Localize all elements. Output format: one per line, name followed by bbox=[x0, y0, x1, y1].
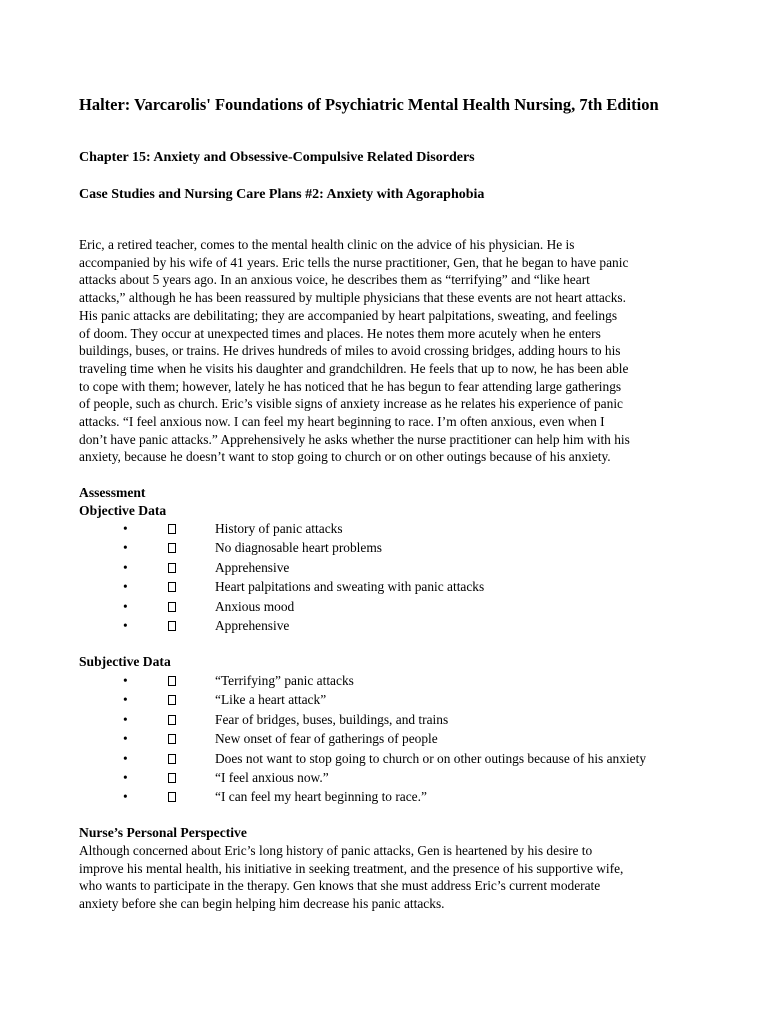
bullet-icon: • bbox=[123, 579, 128, 595]
paragraph-line: who wants to participate in the therapy. Gen knows that she must address Eric’s current moderate bbox=[79, 878, 601, 894]
list-item-text: Apprehensive bbox=[215, 617, 290, 633]
bullet-icon: • bbox=[123, 731, 128, 747]
box-glyph-icon bbox=[168, 582, 176, 592]
bullet-icon: • bbox=[123, 750, 128, 766]
bullet-icon: • bbox=[123, 711, 128, 727]
box-glyph-icon bbox=[168, 715, 176, 725]
paragraph-line: His panic attacks are debilitating; they are accompanied by heart palpitations, sweating, and feelings bbox=[79, 307, 618, 323]
box-glyph-icon bbox=[168, 773, 176, 783]
list-item-text: “I feel anxious now.” bbox=[215, 769, 329, 785]
nurse-perspective-heading: Nurse’s Personal Perspective bbox=[79, 825, 247, 840]
bullet-icon: • bbox=[123, 521, 128, 536]
box-glyph-icon bbox=[168, 676, 176, 686]
list-item-text: Apprehensive bbox=[215, 559, 290, 575]
box-glyph-icon bbox=[168, 754, 176, 764]
paragraph-line: of people, such as church. Eric’s visible signs of anxiety increase as he relates his experience of panic bbox=[79, 396, 623, 412]
paragraph-line: attacks. “I feel anxious now. I can feel my heart beginning to race. I’m often anxious, even when I bbox=[79, 414, 605, 430]
subjective-data-heading: Subjective Data bbox=[79, 654, 171, 669]
bullet-icon: • bbox=[123, 692, 128, 708]
paragraph-line: Eric, a retired teacher, comes to the mental health clinic on the advice of his physician. He is bbox=[79, 237, 575, 252]
list-item-text: No diagnosable heart problems bbox=[215, 540, 382, 556]
bullet-icon: • bbox=[123, 769, 128, 785]
list-item-text: Fear of bridges, buses, buildings, and trains bbox=[215, 711, 449, 727]
box-glyph-icon bbox=[168, 602, 176, 612]
bullet-icon: • bbox=[123, 617, 128, 633]
paragraph-line: improve his mental health, his initiative in seeking treatment, and the presence of his supportive wife, bbox=[79, 860, 624, 876]
box-glyph-icon bbox=[168, 695, 176, 705]
objective-data-heading: Objective Data bbox=[79, 503, 167, 518]
list-item-text: Does not want to stop going to church or on other outings because of his anxiety bbox=[215, 750, 647, 766]
paragraph-line: accompanied by his wife of 41 years. Eric tells the nurse practitioner, Gen, that he began to have panic bbox=[79, 254, 629, 270]
box-glyph-icon bbox=[168, 792, 176, 802]
case-study-heading: Case Studies and Nursing Care Plans #2: Anxiety with Agoraphobia bbox=[79, 187, 485, 202]
paragraph-line: attacks about 5 years ago. In an anxious voice, he describes them as “terrifying” and “like heart bbox=[79, 272, 590, 288]
list-item-text: History of panic attacks bbox=[215, 521, 343, 536]
list-item-text: “I can feel my heart beginning to race.” bbox=[215, 789, 427, 805]
paragraph-line: attacks,” although he has been reassured by multiple physicians that these events are not heart attacks. bbox=[79, 290, 626, 306]
bullet-icon: • bbox=[123, 559, 128, 575]
list-item-text: “Terrifying” panic attacks bbox=[215, 673, 354, 688]
document-title: Halter: Varcarolis' Foundations of Psychiatric Mental Health Nursing, 7th Edition bbox=[79, 95, 659, 114]
paragraph-line: Although concerned about Eric’s long history of panic attacks, Gen is heartened by his desire to bbox=[79, 843, 593, 858]
box-glyph-icon bbox=[168, 563, 176, 573]
list-item-text: Anxious mood bbox=[215, 598, 295, 614]
box-glyph-icon bbox=[168, 543, 176, 553]
paragraph-line: traveling time when he visits his daughter and grandchildren. He feels that up to now, he has been able bbox=[79, 360, 629, 376]
paragraph-line: of doom. They occur at unexpected times and places. He notes them more acutely when he enters bbox=[79, 325, 601, 341]
bullet-icon: • bbox=[123, 673, 128, 688]
paragraph-line: buildings, buses, or trains. He drives hundreds of miles to avoid crossing bridges, adding hours to his bbox=[79, 343, 621, 359]
bullet-icon: • bbox=[123, 789, 128, 805]
paragraph-line: to cope with them; however, lately he has noticed that he has begun to fear attending large gatherings bbox=[79, 378, 622, 394]
box-glyph-icon bbox=[168, 621, 176, 631]
paragraph-line: anxiety before she can begin helping him decrease his panic attacks. bbox=[79, 896, 445, 912]
paragraph-line: anxiety, because he doesn’t want to stop going to church or on other outings because of his anxiety. bbox=[79, 449, 611, 465]
paragraph-line: don’t have panic attacks.” Apprehensively he asks whether the nurse practitioner can help him with his bbox=[79, 431, 630, 447]
list-item-text: Heart palpitations and sweating with panic attacks bbox=[215, 579, 485, 595]
nurse-perspective-paragraph bbox=[79, 842, 709, 913]
box-glyph-icon bbox=[168, 734, 176, 744]
chapter-heading: Chapter 15: Anxiety and Obsessive-Compulsive Related Disorders bbox=[79, 150, 475, 165]
bullet-icon: • bbox=[123, 540, 128, 556]
case-description-paragraph bbox=[79, 236, 709, 466]
list-item-text: “Like a heart attack” bbox=[215, 692, 327, 708]
bullet-icon: • bbox=[123, 598, 128, 614]
assessment-heading: Assessment bbox=[79, 485, 146, 500]
list-item-text: New onset of fear of gatherings of people bbox=[215, 731, 438, 747]
box-glyph-icon bbox=[168, 524, 176, 534]
